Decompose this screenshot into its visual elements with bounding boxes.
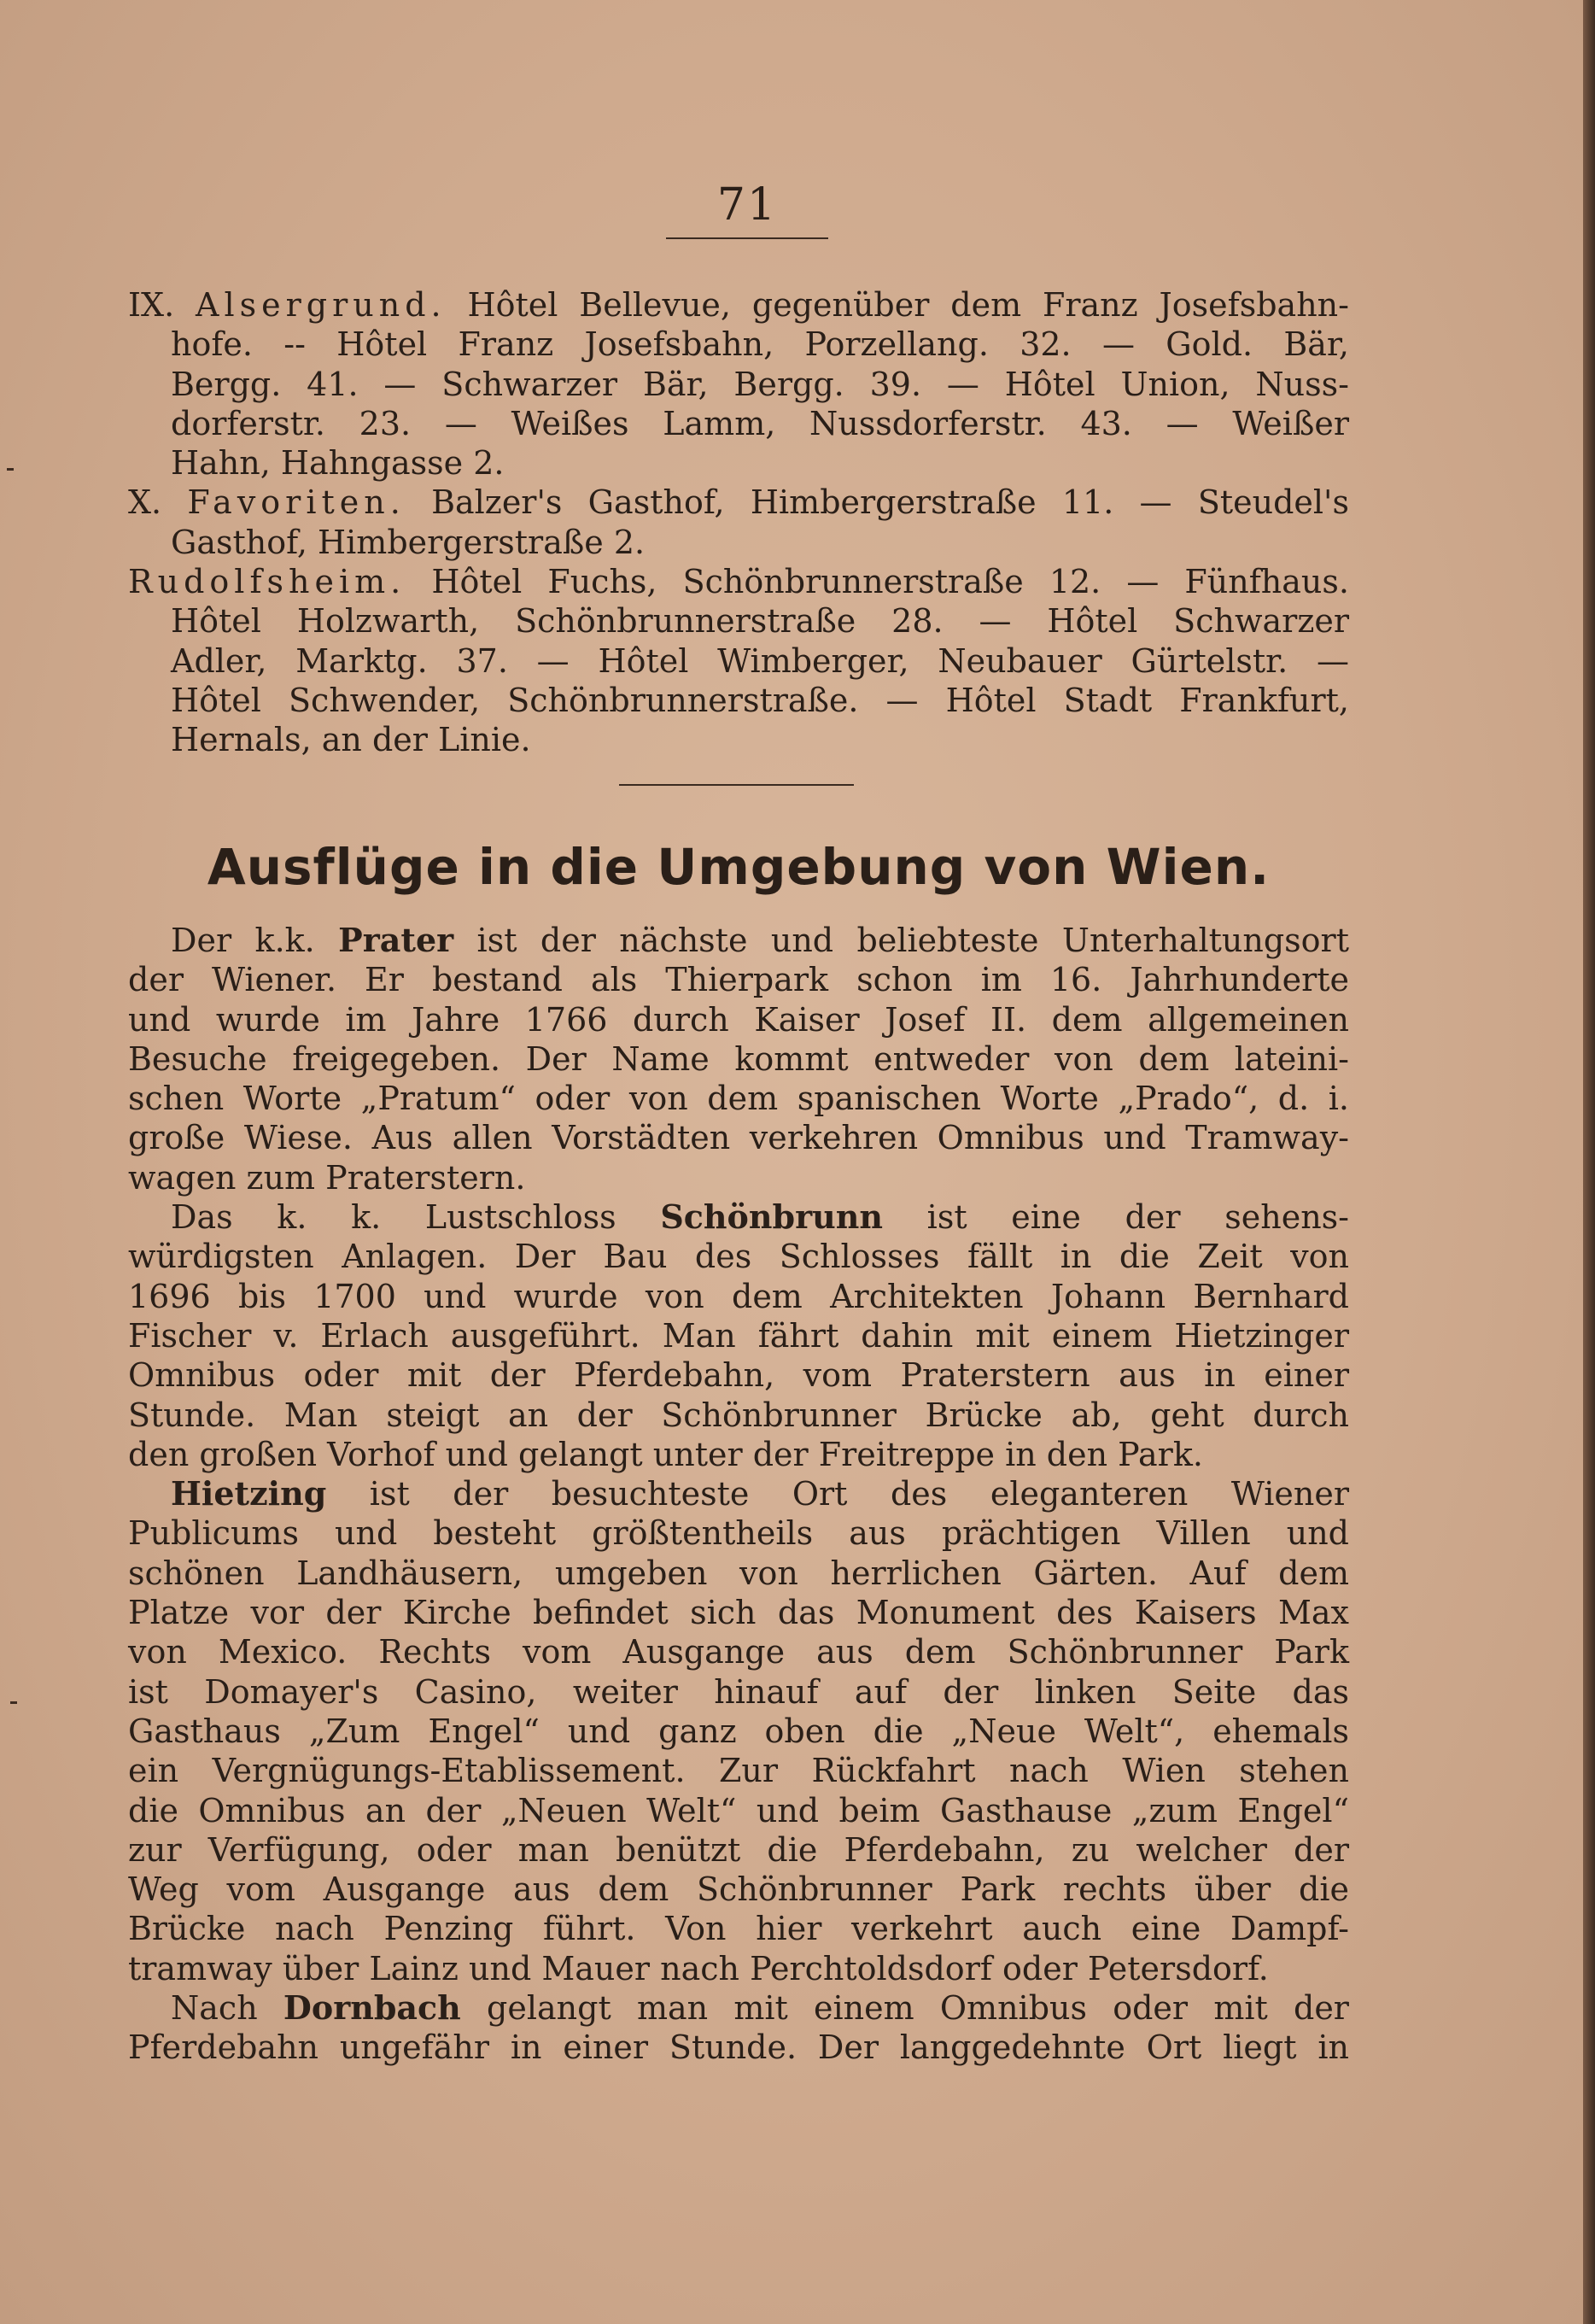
line-text: Fischer v. Erlach ausgeführt. Man fährt dahin mit einem Hietzinger (128, 1316, 1349, 1355)
place-name-bold: Dornbach (283, 1988, 461, 2028)
line-text: den großen Vorhof und gelangt unter der Freitreppe in den Park. (128, 1435, 1203, 1473)
hotel-list-line (128, 285, 1349, 325)
line-text: dorferstr. 23. — Weißes Lamm, Nussdorferstr. 43. — Weißer (171, 404, 1349, 442)
body-text-line (128, 1435, 1349, 1474)
hotel-list-line (128, 523, 1349, 562)
line-text: Gasthof, Himbergerstraße 2. (171, 523, 646, 561)
line-text: Bergg. 41. — Schwarzer Bär, Bergg. 39. — Hôtel Union, Nuss- (171, 365, 1349, 403)
line-text: schönen Landhäusern, umgeben von herrlichen Gärten. Auf dem (128, 1554, 1349, 1592)
hotel-list-line (128, 483, 1349, 522)
district-name: Favoriten. (187, 483, 406, 522)
place-name-bold: Hietzing (171, 1474, 327, 1513)
hotel-list-line (128, 562, 1349, 601)
body-text-line (128, 1870, 1349, 1909)
line-text: X. (128, 483, 188, 522)
line-text: ist eine der sehens- (883, 1198, 1350, 1237)
body-text-line (128, 1079, 1349, 1118)
body-text-line (128, 2028, 1349, 2067)
line-text: der Wiener. Er bestand als Thierpark schon im 16. Jahrhunderte (128, 961, 1349, 999)
line-text: Adler, Marktg. 37. — Hôtel Wimberger, Neubauer Gürtelstr. — (171, 641, 1349, 680)
line-text: Hôtel Bellevue, gegenüber dem Franz Josefsbahn- (446, 286, 1349, 324)
line-text: und wurde im Jahre 1766 durch Kaiser Josef II. dem allgemeinen (128, 1000, 1349, 1039)
line-text: zur Verfügung, oder man benützt die Pferdebahn, zu welcher der (128, 1830, 1349, 1869)
body-text-line (128, 1632, 1349, 1671)
line-text: schen Worte „Pratum“ oder von dem spanischen Worte „Prado“, d. i. (128, 1080, 1349, 1118)
district-name: Rudolfsheim. (128, 563, 406, 601)
body-text-line (128, 1513, 1349, 1553)
body-text-line (128, 1751, 1349, 1790)
line-text: große Wiese. Aus allen Vorstädten verkehren Omnibus und Tramway- (128, 1119, 1349, 1157)
line-text: ist Domayer's Casino, weiter hinauf auf der linken Seite das (128, 1672, 1349, 1711)
line-text: von Mexico. Rechts vom Ausgange aus dem Schönbrunner Park (128, 1633, 1349, 1671)
line-text: hofe. -- Hôtel Franz Josefsbahn, Porzellang. 32. — Gold. Bär, (171, 325, 1349, 364)
body-text-line (128, 1158, 1349, 1197)
line-text: Pferdebahn ungefähr in einer Stunde. Der langgedehnte Ort liegt in (128, 2028, 1349, 2067)
section-heading: Ausflüge in die Umgebung von Wien. (207, 838, 1271, 896)
line-text: Hôtel Fuchs, Schönbrunnerstraße 12. — Fünfhaus. (406, 563, 1349, 601)
body-text-line (128, 921, 1349, 960)
section-divider (619, 784, 854, 786)
body-text-line (128, 1039, 1349, 1079)
page-number: 71 (716, 179, 778, 231)
hotel-list-line (128, 325, 1349, 364)
line-text: ist der nächste und beliebteste Unterhaltungsort (453, 922, 1349, 959)
hotel-list-line (128, 641, 1349, 681)
line-text: Stunde. Man steigt an der Schönbrunner Brücke ab, geht durch (128, 1396, 1349, 1434)
body-text-line (128, 1474, 1349, 1513)
body-text-line (128, 1316, 1349, 1355)
body-text-line (128, 1791, 1349, 1830)
line-text: Hôtel Holzwarth, Schönbrunnerstraße 28. — Hôtel Schwarzer (171, 602, 1349, 641)
body-text-line (128, 1197, 1349, 1237)
line-text: Publicums und besteht größtentheils aus prächtigen Villen und (128, 1514, 1349, 1553)
line-text: wagen zum Praterstern. (128, 1158, 526, 1197)
body-text-line (128, 1396, 1349, 1435)
hotel-list-line (128, 601, 1349, 641)
hotel-list-line (128, 365, 1349, 404)
body-text-line (128, 1593, 1349, 1632)
line-text: Hernals, an der Linie. (171, 721, 531, 759)
body-text-line (128, 1000, 1349, 1039)
line-text: Balzer's Gasthof, Himbergerstraße 11. — Steudel's (405, 483, 1349, 522)
body-text-line (128, 1237, 1349, 1276)
line-text: Hahn, Hahngasse 2. (171, 444, 505, 483)
line-text: Gasthaus „Zum Engel“ und ganz oben die „Neue Welt“, ehemals (128, 1712, 1349, 1750)
line-text: Omnibus oder mit der Pferdebahn, vom Praterstern aus in einer (128, 1356, 1349, 1395)
line-text: Hôtel Schwender, Schönbrunnerstraße. — Hôtel Stadt Frankfurt, (171, 681, 1349, 719)
body-text-line (128, 1355, 1349, 1395)
body-text-line (128, 1949, 1349, 1988)
line-text: würdigsten Anlagen. Der Bau des Schlosses fällt in die Zeit von (128, 1238, 1349, 1276)
line-text: IX. (128, 286, 196, 324)
page-binding-edge (1583, 0, 1595, 2324)
margin-speck (10, 1701, 17, 1704)
line-text: Weg vom Ausgange aus dem Schönbrunner Park rechts über die (128, 1870, 1349, 1909)
body-text-line (128, 1672, 1349, 1712)
line-text: 1696 bis 1700 und wurde von dem Architekten Johann Bernhard (128, 1277, 1349, 1315)
hotel-list-line (128, 404, 1349, 443)
line-text: tramway über Lainz und Mauer nach Perchtoldsdorf oder Petersdorf. (128, 1949, 1269, 1987)
hotel-list-line (128, 720, 1349, 759)
line-text: ist der besuchteste Ort des eleganteren Wiener (326, 1475, 1349, 1513)
line-text: Besuche freigegeben. Der Name kommt entweder von dem lateini- (128, 1039, 1349, 1078)
hotel-list (128, 285, 1349, 760)
line-text: Das k. k. Lustschloss (171, 1198, 661, 1237)
body-text-line (128, 960, 1349, 999)
body-text-line (128, 1554, 1349, 1593)
body-text-line (128, 1988, 1349, 2028)
district-name: Alsergrund. (196, 286, 447, 324)
line-text: ein Vergnügungs-Etablissement. Zur Rückfahrt nach Wien stehen (128, 1752, 1349, 1790)
hotel-list-line (128, 681, 1349, 720)
body-text-line (128, 1118, 1349, 1157)
line-text: die Omnibus an der „Neuen Welt“ und beim Gasthause „zum Engel“ (128, 1791, 1349, 1829)
place-name-bold: Prater (338, 921, 454, 959)
body-text-line (128, 1909, 1349, 1948)
excursions-text (128, 921, 1349, 2068)
hotel-list-line (128, 443, 1349, 483)
line-text: gelangt man mit einem Omnibus oder mit der (460, 1989, 1349, 2028)
line-text: Nach (171, 1989, 283, 2028)
page-number-rule (666, 237, 828, 239)
line-text: Platze vor der Kirche befindet sich das Monument des Kaisers Max (128, 1594, 1349, 1632)
line-text: Brücke nach Penzing führt. Von hier verkehrt auch eine Dampf- (128, 1910, 1349, 1948)
body-text-line (128, 1830, 1349, 1870)
line-text: Der k.k. (171, 922, 339, 959)
place-name-bold: Schönbrunn (660, 1197, 883, 1237)
body-text-line (128, 1277, 1349, 1316)
body-text-line (128, 1712, 1349, 1751)
margin-speck (7, 468, 14, 471)
